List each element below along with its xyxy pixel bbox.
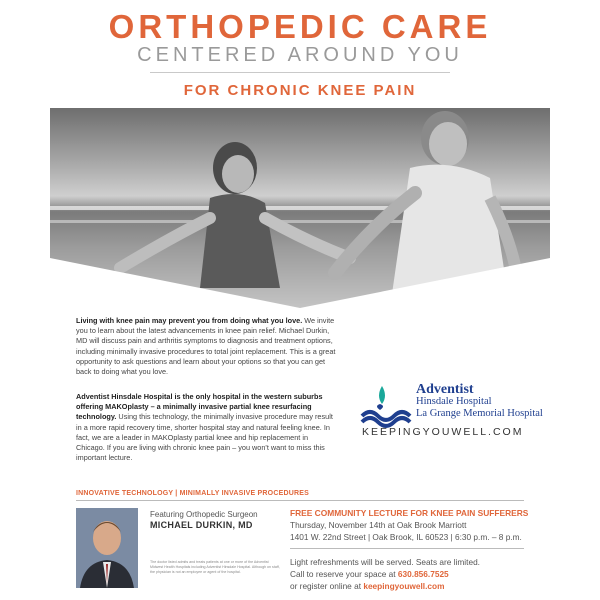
page-title: ORTHOPEDIC CARE xyxy=(108,8,492,45)
logo-name-hinsdale: Hinsdale Hospital xyxy=(416,396,492,407)
mako-lead: Adventist Hinsdale Hospital is the only hospital in the western suburbs offering MAKOplasty – a minimally invasive partial knee resurfacing technology. xyxy=(76,392,323,422)
intro-lead: Living with knee pain may prevent you from doing what you love. xyxy=(76,316,303,325)
register-line xyxy=(290,581,444,591)
surgeon-featuring: Featuring Orthopedic Surgeon xyxy=(150,510,258,519)
surgeon-portrait xyxy=(76,508,138,588)
surgeon-name: MICHAEL DURKIN, MD xyxy=(150,520,253,530)
hero-photo xyxy=(50,108,550,308)
register-prefix: or register online at xyxy=(290,581,364,591)
callout-line: INNOVATIVE TECHNOLOGY | MINIMALLY INVASIVE PROCEDURES xyxy=(76,490,309,497)
logo-name-lagrange: La Grange Memorial Hospital xyxy=(416,408,543,419)
lecture-heading: FREE COMMUNITY LECTURE FOR KNEE PAIN SUFFERERS xyxy=(290,508,529,518)
intro-paragraph xyxy=(76,316,336,377)
mako-paragraph xyxy=(76,392,336,463)
lecture-address: 1401 W. 22nd Street | Oak Brook, IL 60523 | 6:30 p.m. – 8 p.m. xyxy=(290,532,522,542)
disclaimer: The doctor listed admits and treats patients at one or more of the Adventist Midwest Health Hospitals including Adventist Hinsdale Hospital. Although on staff, the physician is not an employee or agent of the hospital. xyxy=(150,560,280,574)
logo-name-adventist: Adventist xyxy=(416,382,474,397)
lecture-rule xyxy=(290,548,524,549)
reserve-line xyxy=(290,569,449,579)
callout-rule xyxy=(76,500,524,501)
tagline: FOR CHRONIC KNEE PAIN xyxy=(183,82,417,99)
register-link[interactable]: keepingyouwell.com xyxy=(363,581,445,591)
lecture-date: Thursday, November 14th at Oak Brook Marriott xyxy=(290,520,467,530)
phone-number[interactable]: 630.856.7525 xyxy=(397,569,449,579)
intro-body: We invite you to learn about the latest advancements in knee pain relief. Michael Durkin, MD will discuss pain and arthritis symptoms to diagnosis and treatment options, including minimally invasive procedures to total joint replacement. This is a great opportunity to ask questions and learn about your options so that you can get back to doing what you love. xyxy=(76,316,336,377)
reserve-prefix: Call to reserve your space at xyxy=(290,569,398,579)
page-subtitle: CENTERED AROUND YOU xyxy=(137,44,463,66)
mako-body: Using this technology, the minimally invasive procedure may result in a more rapid recovery time, shorter hospital stay and natural feeling knee. In fact, we are a leader in MAKOplasty partial knee and hip replacement in Chicago. If you are living with chronic knee pain – you won't want to miss this important lecture. xyxy=(76,412,333,463)
header-divider xyxy=(150,72,450,73)
website-link[interactable]: KEEPINGYOUWELL.COM xyxy=(362,426,524,438)
adventist-flame-icon xyxy=(358,382,414,428)
refreshments-note: Light refreshments will be served. Seats are limited. xyxy=(290,557,480,567)
